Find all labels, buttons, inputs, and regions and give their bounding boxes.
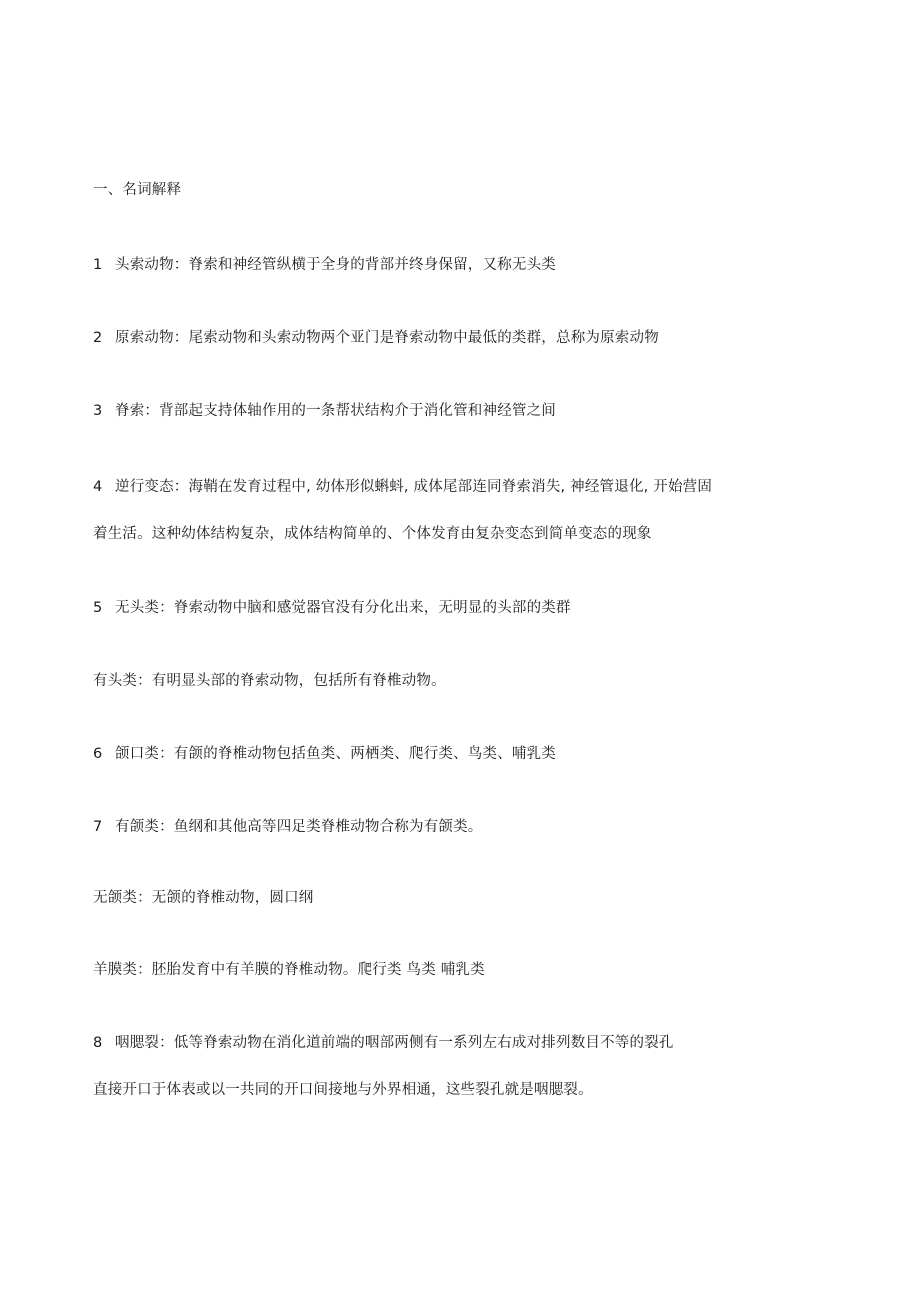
entry-5 [93,598,571,618]
entry-number: 5 [93,600,103,616]
entry-text: 咽腮裂：低等脊索动物在消化道前端的咽部两侧有一系列左右成对排列数目不等的裂孔 [115,1035,674,1051]
entry-text: 头索动物：脊索和神经管纵横于全身的背部并终身保留，又称无头类 [115,257,556,273]
entry-number: 6 [93,746,103,762]
entry-text: 原索动物：尾索动物和头索动物两个亚门是脊索动物中最低的类群，总称为原索动物 [115,330,659,346]
entry-3 [93,401,556,421]
entry-number: 2 [93,330,103,346]
entry-4-continued: 着生活。这种幼体结构复杂，成体结构简单的、个体发育由复杂变态到简单变态的现象 [93,526,652,542]
entry-7-sub-1: 无颌类：无颌的脊椎动物，圆口纲 [93,890,314,906]
entry-number: 1 [93,257,103,273]
entry-2 [93,328,659,348]
entry-8 [93,1033,674,1053]
entry-text: 脊索：背部起支持体轴作用的一条帮状结构介于消化管和神经管之间 [115,403,556,419]
entry-text: 逆行变态：海鞘在发育过程中, 幼体形似蝌蚪, 成体尾部连同脊索消失, 神经管退化, 开始营固 [115,479,713,495]
entry-7 [93,817,483,837]
section-heading: 一、名词解释 [93,182,182,198]
entry-5-sub: 有头类：有明显头部的脊索动物，包括所有脊椎动物。 [93,673,446,689]
entry-6 [93,744,556,764]
entry-1 [93,255,556,275]
entry-4 [93,477,712,497]
entry-text: 无头类：脊索动物中脑和感觉器官没有分化出来，无明显的头部的类群 [115,600,571,616]
entry-text: 颌口类：有颌的脊椎动物包括鱼类、两栖类、爬行类、鸟类、哺乳类 [115,746,556,762]
entry-number: 3 [93,403,103,419]
entry-number: 8 [93,1035,103,1051]
entry-number: 7 [93,819,103,835]
entry-number: 4 [93,479,103,495]
entry-8-continued: 直接开口于体表或以一共同的开口间接地与外界相通，这些裂孔就是咽腮裂。 [93,1082,593,1098]
entry-7-sub-2: 羊膜类：胚胎发育中有羊膜的脊椎动物。爬行类 鸟类 哺乳类 [93,962,485,978]
entry-text: 有颌类：鱼纲和其他高等四足类脊椎动物合称为有颌类。 [115,819,483,835]
